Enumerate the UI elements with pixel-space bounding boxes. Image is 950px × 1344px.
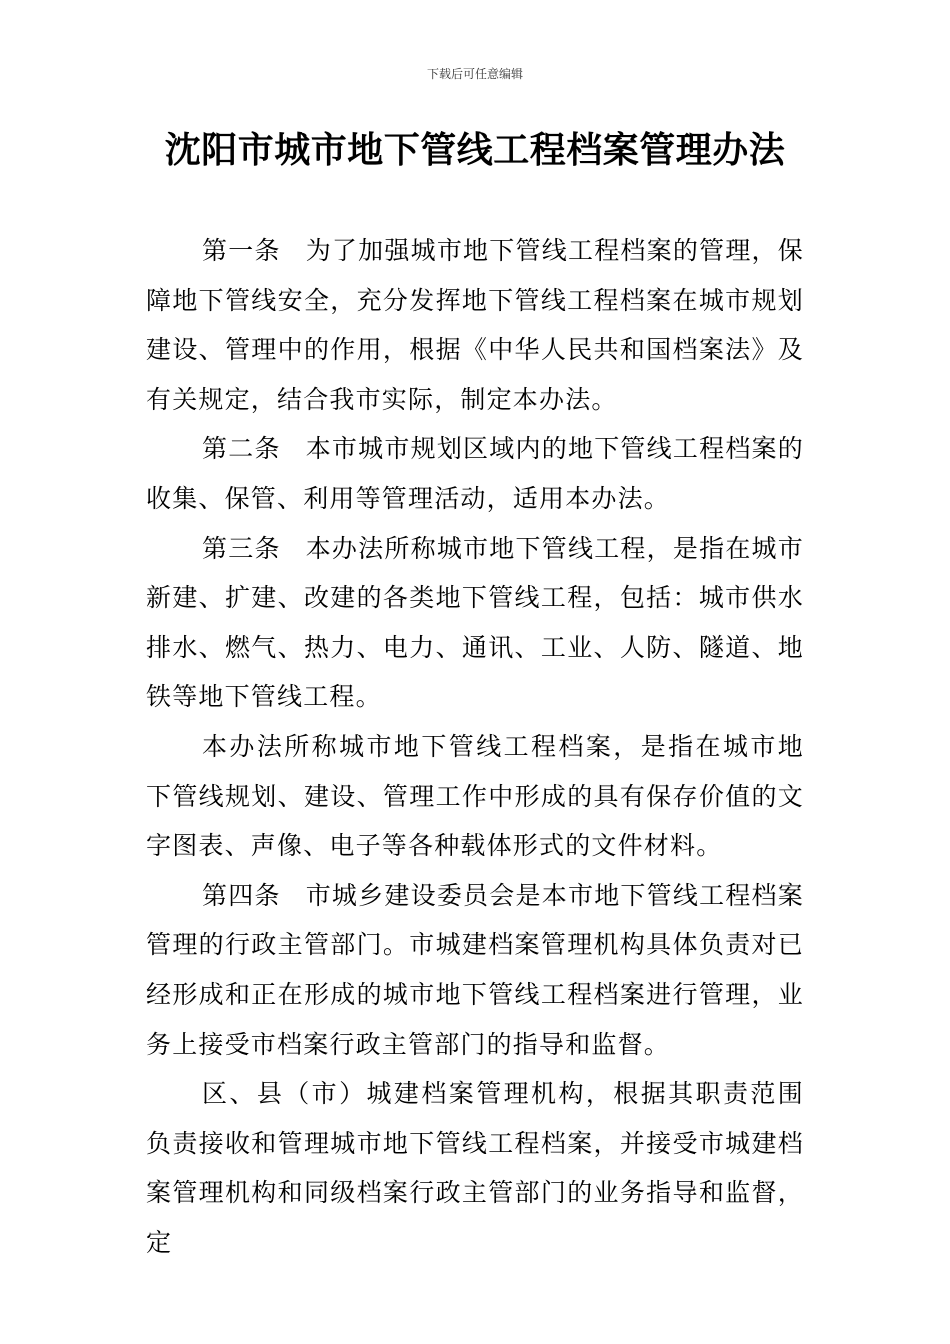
article-number: 第三条 — [202, 533, 281, 563]
article-text: 区、县（市）城建档案管理机构，根据其职责范围负责接收和管理城市地下管线工程档案，并接受市城建档案管理机构和同级档案行政主管部门的业务指导和监督，定 — [146, 1079, 804, 1257]
article-number: 第二条 — [202, 434, 281, 464]
article-text: 市城乡建设委员会是本市地下管线工程档案管理的行政主管部门。市城建档案管理机构具体负责对已经形成和正在形成的城市地下管线工程档案进行管理，业务上接受市档案行政主管部门的指导和监督。 — [146, 880, 804, 1059]
article-2-paragraph — [146, 424, 804, 523]
article-4-continuation-paragraph — [146, 1069, 804, 1267]
article-3-continuation-paragraph — [146, 722, 804, 871]
document-title: 沈阳市城市地下管线工程档案管理办法 — [164, 129, 786, 171]
document-body — [146, 226, 804, 1267]
article-text: 本办法所称城市地下管线工程，是指在城市新建、扩建、改建的各类地下管线工程，包括：城市供水排水、燃气、热力、电力、通讯、工业、人防、隧道、地铁等地下管线工程。 — [146, 533, 804, 712]
article-text: 本办法所称城市地下管线工程档案，是指在城市地下管线规划、建设、管理工作中形成的具有保存价值的文字图表、声像、电子等各种载体形式的文件材料。 — [146, 731, 804, 861]
article-number: 第四条 — [202, 880, 281, 910]
article-number: 第一条 — [202, 236, 281, 265]
article-1-paragraph — [146, 226, 804, 424]
article-4-paragraph — [146, 871, 804, 1069]
article-3-paragraph — [146, 524, 804, 722]
article-text: 为了加强城市地下管线工程档案的管理，保障地下管线安全，充分发挥地下管线工程档案在城市规划建设、管理中的作用，根据《中华人民共和国档案法》及有关规定，结合我市实际，制定本办法。 — [146, 236, 804, 414]
article-text: 本市城市规划区域内的地下管线工程档案的收集、保管、利用等管理活动，适用本办法。 — [146, 434, 804, 513]
header-note: 下载后可任意编辑 — [426, 67, 523, 81]
